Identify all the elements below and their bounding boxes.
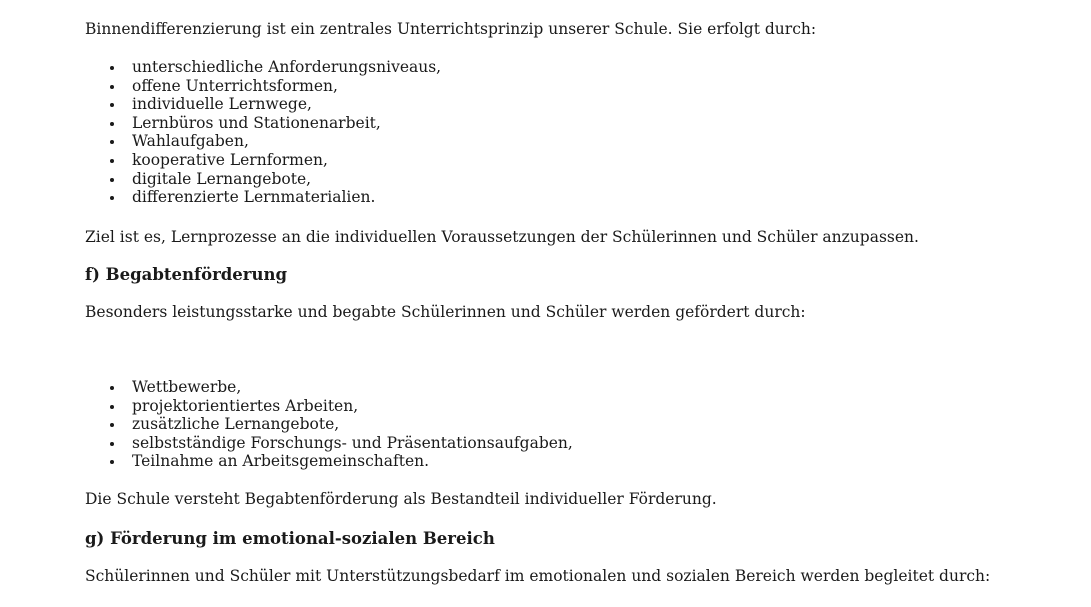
list-item: unterschiedliche Anforderungsniveaus,: [85, 58, 441, 77]
intro-paragraph: Binnendifferenzierung ist ein zentrales Unterrichtsprinzip unserer Schule. Sie erfolgt durch:: [85, 20, 817, 38]
list-item: selbstständige Forschungs- und Präsentationsaufgaben,: [85, 434, 573, 453]
section-f-heading: f) Begabtenförderung: [85, 265, 288, 284]
giftedness-list: [85, 378, 573, 471]
list-item: individuelle Lernwege,: [85, 95, 441, 114]
list-item: kooperative Lernformen,: [85, 151, 441, 170]
list-item: projektorientiertes Arbeiten,: [85, 397, 573, 416]
section-g-heading: g) Förderung im emotional-sozialen Bereich: [85, 529, 495, 548]
list-item: offene Unterrichtsformen,: [85, 77, 441, 96]
section-f-intro: Besonders leistungsstarke und begabte Schülerinnen und Schüler werden gefördert durch:: [85, 303, 806, 321]
list-item: differenzierte Lernmaterialien.: [85, 188, 441, 207]
list-item: digitale Lernangebote,: [85, 170, 441, 189]
section-f-conclusion: Die Schule versteht Begabtenförderung als Bestandteil individueller Förderung.: [85, 490, 717, 508]
goal-paragraph: Ziel ist es, Lernprozesse an die individuellen Voraussetzungen der Schülerinnen und Schüler anzupassen.: [85, 228, 919, 246]
list-item: Wettbewerbe,: [85, 378, 573, 397]
list-item: zusätzliche Lernangebote,: [85, 415, 573, 434]
section-g-intro: Schülerinnen und Schüler mit Unterstützungsbedarf im emotionalen und sozialen Bereich werden begleitet durch:: [85, 567, 991, 585]
list-item: Lernbüros und Stationenarbeit,: [85, 114, 441, 133]
list-item: Wahlaufgaben,: [85, 132, 441, 151]
list-item: Teilnahme an Arbeitsgemeinschaften.: [85, 452, 573, 471]
differentiation-list: [85, 58, 441, 207]
